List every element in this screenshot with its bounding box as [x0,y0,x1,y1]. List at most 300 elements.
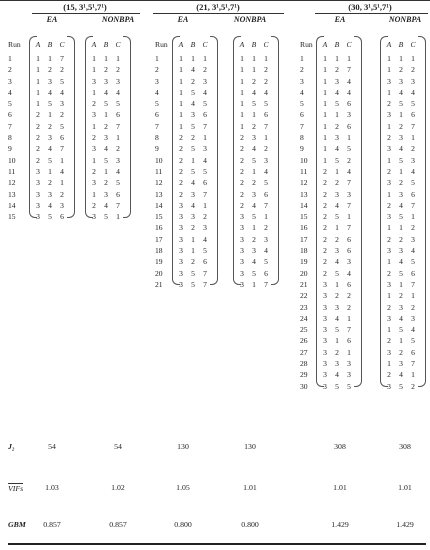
run-number: 3 [155,76,159,86]
design-row [383,302,419,313]
run-number: 29 [300,370,308,380]
metric-value-j2: 308 [399,442,411,451]
design-row [383,143,419,154]
design-cell: 1 [323,110,327,120]
run-number: 10 [8,155,16,165]
design-cell: 2 [60,189,64,199]
design-cell: 2 [264,223,268,233]
run-number: 7 [8,121,12,131]
design-cell: 4 [399,257,403,267]
design-cell: 5 [335,212,339,222]
design-cell: 5 [399,381,403,391]
design-cell: 1 [335,166,339,176]
design-cell: 3 [36,212,40,222]
design-row [319,313,355,324]
design-cell: 4 [60,87,64,97]
design-cell: 4 [191,99,195,109]
design-cell: 3 [36,189,40,199]
design-cell: 5 [399,268,403,278]
design-row [319,98,355,109]
design-row [175,268,211,279]
metric-value-j2: 130 [244,442,256,451]
design-cell: 2 [411,65,415,75]
design-cell: 4 [104,200,108,210]
metric-value-vifs: 1.01 [243,483,257,492]
design-cell: 5 [191,144,195,154]
design-cell: 6 [411,110,415,120]
design-cell: 2 [203,212,207,222]
run-number: 18 [300,246,308,256]
design-cell: 1 [191,234,195,244]
design-cell: 1 [347,313,351,323]
design-cell: 5 [411,99,415,109]
design-cell: 3 [116,155,120,165]
design-cell: 1 [116,212,120,222]
design-cell: 2 [179,189,183,199]
run-number: 28 [300,359,308,369]
design-cell: 4 [335,313,339,323]
design-cell: 1 [411,370,415,380]
design-cell: 1 [252,65,256,75]
design-cell: 2 [323,166,327,176]
design-cell: 3 [399,76,403,86]
design-cell: 4 [347,87,351,97]
design-row [236,64,272,75]
design-cell: 1 [240,110,244,120]
design-cell: 3 [387,76,391,86]
design-cell: 1 [399,279,403,289]
method-label: NONBPA [101,15,135,24]
metric-value-vifs: 1.01 [333,483,347,492]
design-row [88,155,124,166]
design-cell: 4 [347,76,351,86]
design-row [88,166,124,177]
metric-value-j2: 54 [48,442,56,451]
design-row [383,324,419,335]
run-number: 20 [300,268,308,278]
design-cell: 1 [116,54,120,63]
design-cell: 2 [264,76,268,86]
design-cell: 3 [323,336,327,346]
design-cell: 5 [116,178,120,188]
design-cell: 1 [92,65,96,75]
design-cell: 2 [323,257,327,267]
design-row [175,177,211,188]
design-cell: 5 [48,212,52,222]
run-number: 8 [300,133,304,143]
design-cell: 2 [411,223,415,233]
design-cell: 2 [240,178,244,188]
design-cell: 2 [191,133,195,143]
design-cell: 2 [240,133,244,143]
design-cell: 5 [203,246,207,256]
design-cell: 4 [48,144,52,154]
design-row [236,109,272,120]
design-cell: 2 [240,144,244,154]
design-row [236,200,272,211]
design-cell: 1 [252,279,256,289]
design-cell: 2 [387,200,391,210]
design-cell: 6 [116,110,120,120]
design-cell: 3 [36,178,40,188]
design-cell: 5 [191,279,195,289]
design-cell: 3 [323,291,327,301]
design-cell: 1 [203,54,207,63]
design-cell: 1 [264,133,268,143]
run-number: 1 [155,54,159,63]
design-row [175,211,211,222]
design-row [32,98,68,109]
design-cell: 2 [399,65,403,75]
design-row [32,64,68,75]
design-cell: 6 [60,133,64,143]
factor-header: C [202,40,208,49]
design-cell: 1 [60,178,64,188]
design-cell: 2 [48,121,52,131]
design-matrix [236,53,272,290]
design-cell: 6 [411,189,415,199]
design-cell: 1 [335,223,339,233]
design-cell: 4 [203,155,207,165]
design-row [175,53,211,64]
design-row [319,87,355,98]
design-cell: 3 [387,381,391,391]
design-cell: 2 [179,178,183,188]
metric-value-vifs: 1.01 [398,483,412,492]
design-cell: 6 [203,110,207,120]
design-cell: 3 [60,200,64,210]
design-row [32,121,68,132]
design-cell: 2 [335,291,339,301]
design-row [32,132,68,143]
design-cell: 3 [203,76,207,86]
design-row [319,121,355,132]
design-cell: 7 [60,54,64,63]
design-cell: 3 [179,268,183,278]
run-number: 3 [8,76,12,86]
method-label: NONBPA [388,15,422,24]
design-cell: 1 [411,212,415,222]
design-cell: 1 [387,359,391,369]
factor-header: C [59,40,65,49]
design-cell: 3 [399,189,403,199]
design-cell: 5 [335,268,339,278]
design-row [175,109,211,120]
design-cell: 2 [179,155,183,165]
design-row [88,76,124,87]
design-row [236,155,272,166]
design-cell: 2 [387,234,391,244]
run-number: 4 [8,87,12,97]
design-cell: 4 [104,87,108,97]
design-cell: 2 [252,121,256,131]
design-cell: 3 [48,76,52,86]
design-row [88,189,124,200]
factor-header: B [47,40,53,49]
design-cell: 3 [335,302,339,312]
design-cell: 1 [399,166,403,176]
design-row [236,234,272,245]
design-cell: 1 [347,133,351,143]
design-cell: 3 [203,223,207,233]
design-cell: 1 [60,155,64,165]
design-cell: 4 [399,87,403,97]
metric-value-vifs: 1.05 [176,483,190,492]
method-label: EA [177,15,189,24]
design-cell: 7 [411,121,415,131]
design-cell: 3 [399,302,403,312]
design-cell: 1 [191,155,195,165]
design-row [319,109,355,120]
design-cell: 5 [264,257,268,267]
design-row [383,166,419,177]
design-cell: 4 [116,166,120,176]
design-cell: 7 [264,200,268,210]
run-number: 9 [300,144,304,154]
design-row [175,64,211,75]
design-cell: 2 [399,121,403,131]
design-cell: 4 [203,87,207,97]
design-cell: 3 [240,223,244,233]
design-matrix [383,53,419,392]
design-cell: 3 [240,279,244,289]
design-cell: 2 [240,155,244,165]
design-cell: 5 [252,99,256,109]
design-cell: 6 [264,189,268,199]
design-cell: 3 [387,110,391,120]
design-cell: 4 [60,166,64,176]
design-row [32,76,68,87]
design-cell: 7 [60,144,64,154]
factor-header: A [322,40,328,49]
design-cell: 7 [116,121,120,131]
run-number: 7 [300,121,304,131]
design-row [383,177,419,188]
design-cell: 2 [191,76,195,86]
design-cell: 1 [323,133,327,143]
design-cell: 1 [323,144,327,154]
design-row [319,381,355,392]
factor-header: A [35,40,41,49]
matrix-right-bracket [210,36,218,285]
design-cell: 1 [36,65,40,75]
design-cell: 2 [104,65,108,75]
factor-header: A [239,40,245,49]
design-cell: 1 [92,189,96,199]
run-number: 19 [155,257,163,267]
run-number: 16 [155,223,163,233]
design-row [88,53,124,64]
design-cell: 3 [252,133,256,143]
run-number: 9 [8,144,12,154]
design-cell: 3 [179,200,183,210]
run-number: 4 [300,87,304,97]
metric-label-gbm: GBM [8,520,26,529]
factor-header: B [190,40,196,49]
design-cell: 3 [347,110,351,120]
design-cell: 3 [411,76,415,86]
design-cell: 6 [264,110,268,120]
design-cell: 2 [347,302,351,312]
run-number: 6 [155,110,159,120]
design-row [236,76,272,87]
design-row [175,189,211,200]
design-row [383,109,419,120]
metric-value-j2: 54 [114,442,122,451]
design-row [236,98,272,109]
design-cell: 2 [240,166,244,176]
run-number: 23 [300,302,308,312]
design-cell: 3 [323,347,327,357]
design-cell: 2 [264,144,268,154]
design-cell: 3 [399,246,403,256]
run-number: 17 [155,234,163,244]
run-number: 16 [300,223,308,233]
design-cell: 1 [411,54,415,63]
metric-value-gbm: 1.429 [396,520,414,529]
design-cell: 1 [323,121,327,131]
design-cell: 3 [323,359,327,369]
design-cell: 1 [399,54,403,63]
design-cell: 2 [116,144,120,154]
run-number: 12 [155,178,163,188]
design-cell: 2 [323,246,327,256]
run-number: 14 [155,200,163,210]
design-cell: 4 [104,144,108,154]
design-cell: 2 [240,189,244,199]
design-cell: 3 [179,279,183,289]
design-cell: 4 [335,370,339,380]
design-cell: 1 [179,87,183,97]
design-row [319,290,355,301]
factor-header: C [263,40,269,49]
design-cell: 7 [411,200,415,210]
design-row [319,358,355,369]
design-cell: 7 [264,121,268,131]
design-row [236,132,272,143]
design-row [32,211,68,222]
design-cell: 2 [387,302,391,312]
design-row [32,155,68,166]
design-cell: 7 [347,200,351,210]
matrix-right-bracket [271,36,279,285]
design-row [88,109,124,120]
design-cell: 1 [203,133,207,143]
design-cell: 7 [347,223,351,233]
design-cell: 5 [104,99,108,109]
design-cell: 6 [347,99,351,109]
design-cell: 2 [335,347,339,357]
design-row [236,279,272,290]
design-cell: 3 [240,268,244,278]
design-cell: 1 [323,87,327,97]
design-cell: 3 [399,359,403,369]
design-cell: 7 [411,359,415,369]
design-row [319,189,355,200]
design-cell: 5 [335,325,339,335]
design-cell: 1 [387,325,391,335]
design-row [32,87,68,98]
design-matrix [319,53,355,392]
design-cell: 1 [36,76,40,86]
design-cell: 3 [179,246,183,256]
design-cell: 4 [399,313,403,323]
design-row [236,53,272,64]
design-cell: 2 [179,166,183,176]
design-cell: 6 [347,234,351,244]
run-number-column [155,53,163,290]
design-row [383,347,419,358]
design-row [88,87,124,98]
design-cell: 3 [60,99,64,109]
run-number: 2 [8,65,12,75]
design-cell: 1 [104,54,108,63]
design-cell: 5 [399,212,403,222]
run-number: 1 [300,54,304,63]
design-cell: 4 [264,166,268,176]
group-title: (30, 3¹,5¹,7¹) [348,2,392,12]
design-cell: 5 [116,99,120,109]
design-cell: 1 [335,54,339,63]
design-cell: 1 [203,200,207,210]
design-cell: 2 [252,76,256,86]
design-cell: 5 [60,121,64,131]
design-cell: 1 [387,121,391,131]
design-cell: 3 [240,246,244,256]
design-cell: 4 [335,200,339,210]
design-cell: 5 [104,212,108,222]
design-cell: 4 [252,257,256,267]
design-cell: 6 [203,257,207,267]
design-cell: 2 [92,200,96,210]
run-number: 5 [155,99,159,109]
design-cell: 3 [92,144,96,154]
run-number: 15 [8,212,16,222]
design-cell: 1 [191,54,195,63]
design-cell: 3 [240,234,244,244]
design-row [383,335,419,346]
design-row [383,256,419,267]
design-row [319,222,355,233]
design-cell: 2 [92,99,96,109]
design-row [32,166,68,177]
matrix-right-bracket [67,36,75,218]
design-cell: 5 [48,155,52,165]
run-number: 8 [8,133,12,143]
metric-value-gbm: 0.857 [109,520,127,529]
design-row [319,302,355,313]
design-row [236,189,272,200]
design-cell: 4 [252,200,256,210]
design-cell: 2 [347,291,351,301]
design-cell: 1 [264,54,268,63]
design-cell: 1 [36,99,40,109]
design-cell: 4 [399,370,403,380]
design-cell: 5 [191,121,195,131]
design-cell: 1 [240,76,244,86]
design-row [383,87,419,98]
design-cell: 3 [240,212,244,222]
design-cell: 2 [387,370,391,380]
design-row [32,200,68,211]
design-cell: 4 [264,87,268,97]
metric-label-vifs: VIFs [8,484,24,493]
design-cell: 2 [48,65,52,75]
design-row [383,211,419,222]
design-row [319,245,355,256]
design-cell: 4 [335,87,339,97]
design-cell: 2 [60,110,64,120]
